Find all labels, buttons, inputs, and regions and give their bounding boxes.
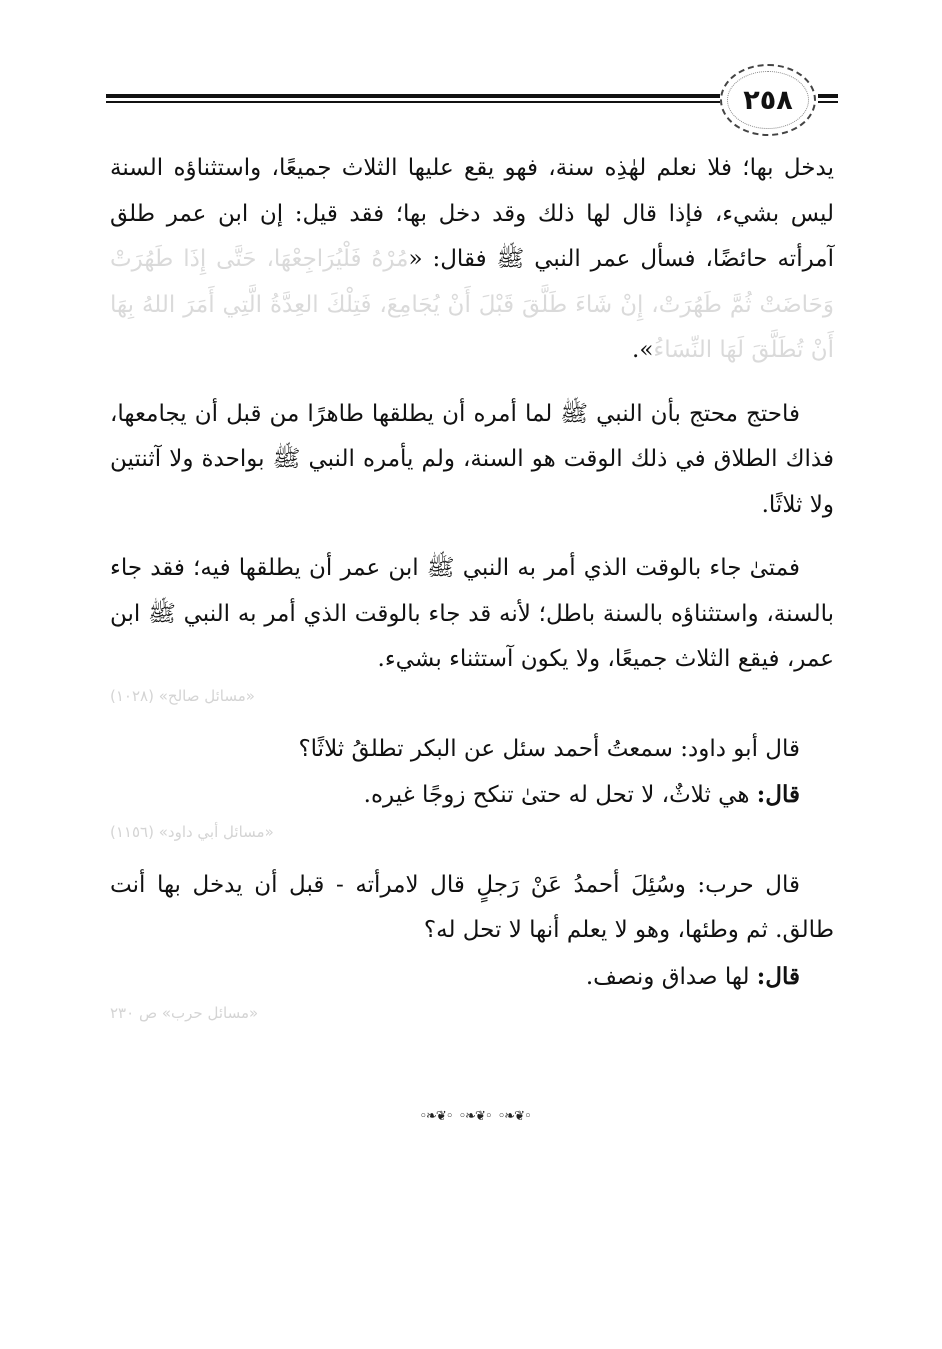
source-ref-3: «مسائل حرب» ص ٢٣٠ (110, 1004, 259, 1022)
source-ref-1: «مسائل صالح» (١٠٢٨) (110, 686, 255, 705)
qa1-question: قال أبو داود: سمعتُ أحمد سئل عن البكر تطلقُ ثلاثًا؟ (298, 735, 800, 762)
paragraph-2: فاحتج محتج بأن النبي ﷺ لما أمره أن يطلقها طاهرًا من قبل أن يجامعها، فذاك الطلاق في ذلك الوقت هو السنة، ولم يأمره النبي ﷺ بواحدة ولا آثنتين ولا ثلاثًا. (110, 400, 834, 518)
qa2-question: قال حرب: وسُئِلَ أحمدُ عَنْ رَجلٍ قال لامرأته - قبل أن يدخل بها أنت طالق. ثم وطئها، وهو لا يعلم أنها لا تحل له؟ (110, 871, 834, 943)
page-body (110, 146, 834, 1026)
qa1-answer (110, 772, 834, 819)
header-rule-thin (106, 101, 720, 103)
page-number: ٢٥٨ (743, 84, 793, 116)
source-ref-2: «مسائل أبي داود» (١١٥٦) (110, 822, 274, 841)
qa2-answer (110, 954, 834, 1001)
page-number-badge (720, 64, 816, 136)
footer-ornament (395, 1106, 555, 1126)
header-rule-thick (106, 94, 720, 98)
qa1-answer-text: هي ثلاثٌ، لا تحل له حتىٰ تنكح زوجًا غيره. (363, 782, 750, 808)
ornament-glyph: ◦❧❦◦ (497, 1108, 531, 1124)
paragraph-3: فمتىٰ جاء بالوقت الذي أمر به النبي ﷺ ابن عمر أن يطلقها فيه؛ فقد جاء بالسنة، واستثناؤه بالسنة باطل؛ لأنه قد جاء بالوقت الذي أمر به النبي ﷺ ابن عمر، فيقع الثلاث جميعًا، ولا يكون آستثناء بشيء. (110, 555, 834, 672)
paragraph-1 (110, 146, 834, 374)
paragraph-1-faint-quote: مُرْهُ فَلْيُرَاجِعْهَا، حَتَّى إِذَا طَهُرَتْ وَحَاضَتْ ثُمَّ طَهُرَتْ، إِنْ شَاءَ طَلَّقَ قَبْلَ أَنْ يُجَامِعَ، فَتِلْكَ العِدَّةُ الَّتِي أَمَرَ اللهُ بِهَا أَنْ تُطَلَّقَ لَهَا النِّسَاءُ (110, 246, 834, 363)
paragraph-1-end: ». (632, 337, 654, 363)
header-rule-right-thick (818, 94, 838, 98)
qa2-answer-label: قال: (756, 962, 800, 990)
page-header (106, 62, 838, 138)
qa1-answer-label: قال: (756, 781, 800, 808)
qa2-answer-text: لها صداق ونصف. (585, 963, 750, 990)
ornament-glyph: ◦❧❦◦ (458, 1108, 492, 1124)
header-rule-right-thin (818, 101, 838, 103)
ornament-glyph: ◦❧❦◦ (419, 1108, 453, 1124)
paragraph-1-text: يدخل بها؛ فلا نعلم لهٰذِه سنة، فهو يقع عليها الثلاث جميعًا، واستثناؤه السنة ليس بشيء، فإذا قال لها ذلك وقد دخل بها؛ فقد قيل: إن ابن عمر طلق آمرأته حائضًا، فسأل عمر النبي ﷺ فقال: « (110, 155, 835, 272)
